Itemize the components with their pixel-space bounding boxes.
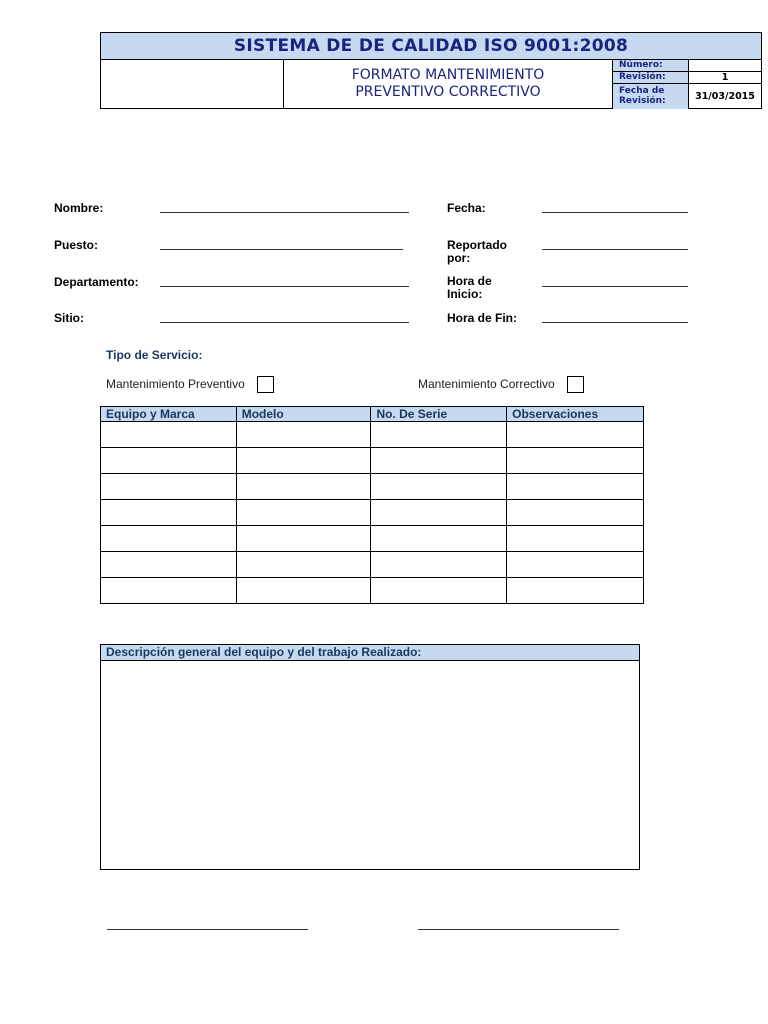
table-cell[interactable]	[507, 422, 644, 448]
hora-inicio-label	[447, 275, 492, 301]
fecha-line[interactable]	[542, 212, 688, 213]
table-cell[interactable]	[371, 474, 507, 500]
reportado-label-line1: Reportado	[447, 238, 507, 252]
table-cell[interactable]	[507, 526, 644, 552]
table-cell[interactable]	[507, 578, 644, 604]
table-row	[101, 526, 644, 552]
revision-label: Revisión:	[613, 72, 689, 83]
puesto-line[interactable]	[160, 249, 403, 250]
table-cell[interactable]	[371, 500, 507, 526]
format-title-line2: PREVENTIVO CORRECTIVO	[355, 84, 541, 100]
table-cell[interactable]	[371, 526, 507, 552]
sitio-label: Sitio:	[54, 311, 84, 325]
table-row	[101, 552, 644, 578]
signature-line-right[interactable]	[418, 929, 619, 930]
table-cell[interactable]	[101, 500, 237, 526]
table-cell[interactable]	[371, 552, 507, 578]
document-meta	[613, 60, 761, 109]
fecha-revision-value: 31/03/2015	[695, 91, 755, 102]
correctivo-label: Mantenimiento Correctivo	[418, 377, 555, 391]
table-row	[101, 500, 644, 526]
format-title	[284, 60, 613, 109]
tipo-servicio-title: Tipo de Servicio:	[106, 348, 203, 362]
fecha-revision-label-line1: Fecha de	[619, 86, 665, 96]
col-modelo: Modelo	[236, 407, 371, 422]
description-box	[100, 644, 640, 870]
table-row	[101, 578, 644, 604]
table-cell[interactable]	[236, 526, 371, 552]
nombre-line[interactable]	[160, 212, 409, 213]
description-title: Descripción general del equipo y del trabajo Realizado:	[101, 645, 639, 661]
table-cell[interactable]	[507, 500, 644, 526]
hora-inicio-label-line1: Hora de	[447, 274, 492, 288]
reportado-label	[447, 239, 507, 265]
table-cell[interactable]	[101, 448, 237, 474]
table-cell[interactable]	[371, 422, 507, 448]
table-cell[interactable]	[101, 578, 237, 604]
numero-value	[689, 60, 761, 71]
hora-fin-line[interactable]	[542, 322, 688, 323]
format-title-line1: FORMATO MANTENIMIENTO	[351, 67, 545, 83]
table-cell[interactable]	[371, 448, 507, 474]
document-header	[100, 32, 762, 109]
description-area[interactable]	[101, 661, 639, 869]
table-cell[interactable]	[236, 422, 371, 448]
table-cell[interactable]	[101, 526, 237, 552]
sitio-line[interactable]	[160, 322, 409, 323]
fecha-label: Fecha:	[447, 201, 486, 215]
table-cell[interactable]	[101, 552, 237, 578]
nombre-label: Nombre:	[54, 201, 104, 215]
reportado-line[interactable]	[542, 249, 688, 250]
system-title: SISTEMA DE DE CALIDAD ISO 9001:2008	[101, 33, 761, 60]
col-equipo-marca: Equipo y Marca	[101, 407, 237, 422]
meta-numero-row	[613, 60, 761, 72]
equipment-table	[100, 406, 644, 604]
correctivo-checkbox[interactable]	[567, 376, 584, 393]
table-cell[interactable]	[101, 422, 237, 448]
hora-inicio-label-line2: Inicio:	[447, 287, 483, 301]
preventivo-label: Mantenimiento Preventivo	[106, 377, 245, 391]
numero-label: Número:	[613, 60, 689, 71]
logo-cell	[101, 60, 284, 109]
table-cell[interactable]	[101, 474, 237, 500]
table-cell[interactable]	[507, 448, 644, 474]
table-cell[interactable]	[236, 448, 371, 474]
col-no-serie: No. De Serie	[371, 407, 507, 422]
table-cell[interactable]	[236, 552, 371, 578]
signature-line-left[interactable]	[107, 929, 308, 930]
puesto-label: Puesto:	[54, 238, 99, 252]
fecha-revision-label-line2: Revisión:	[619, 96, 666, 106]
col-observaciones: Observaciones	[507, 407, 644, 422]
equipment-header-row	[101, 407, 644, 422]
table-cell[interactable]	[507, 474, 644, 500]
hora-fin-label: Hora de Fin:	[447, 311, 518, 325]
meta-fecha-row	[613, 84, 761, 109]
table-cell[interactable]	[507, 552, 644, 578]
table-cell[interactable]	[236, 578, 371, 604]
preventivo-checkbox[interactable]	[257, 376, 274, 393]
reportado-label-line2: por:	[447, 251, 471, 265]
meta-revision-row	[613, 72, 761, 84]
table-cell[interactable]	[236, 474, 371, 500]
fecha-revision-label	[613, 84, 689, 109]
departamento-label: Departamento:	[54, 275, 139, 289]
table-row	[101, 474, 644, 500]
revision-value: 1	[721, 72, 729, 83]
table-cell[interactable]	[236, 500, 371, 526]
table-cell[interactable]	[371, 578, 507, 604]
table-row	[101, 448, 644, 474]
departamento-line[interactable]	[160, 286, 409, 287]
hora-inicio-line[interactable]	[542, 286, 688, 287]
table-row	[101, 422, 644, 448]
